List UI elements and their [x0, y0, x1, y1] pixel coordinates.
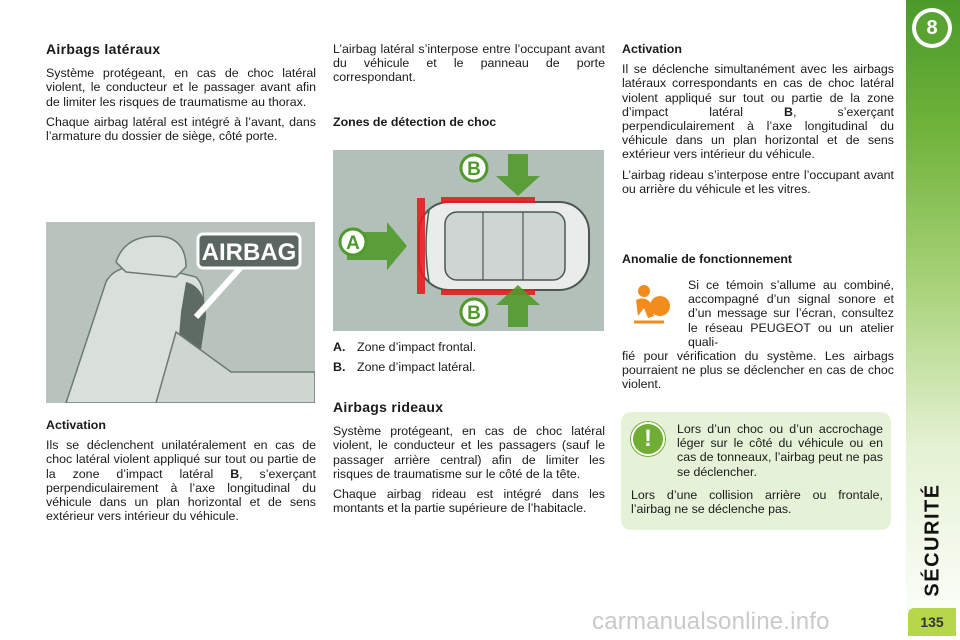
side-airbags-paragraph-1: Système protégeant, en cas de choc latéral violent, le conducteur et le passager avant afin de limiter les risques de traumatisme au thorax. — [46, 66, 316, 109]
watermark: carmanualsonline.info — [592, 608, 830, 635]
activation-heading-2: Activation — [622, 42, 682, 56]
curtain-airbags-section — [333, 400, 605, 521]
curtain-airbags-activation — [622, 42, 894, 202]
curtain-airbags-paragraph-2: Chaque airbag rideau est intégré dans les montants et la partie supérieure de l’habitacle. — [333, 487, 605, 516]
detection-zones-heading: Zones de détection de choc — [333, 114, 497, 129]
impact-zones-illustration — [333, 150, 604, 331]
side-airbags-title: Airbags latéraux — [46, 41, 161, 57]
warning-text-2: Lors d’une collision arrière ou frontale, l’airbag ne se déclenche pas. — [631, 488, 883, 517]
airbag-label: AIRBAG — [201, 239, 297, 266]
side-airbags-paragraph-2: Chaque airbag latéral est intégré à l’avant, dans l’armature du dossier de siège, côté porte. — [46, 114, 316, 144]
chapter-badge — [912, 8, 952, 48]
side-airbags-activation — [46, 418, 316, 529]
impact-zone-legend — [333, 340, 605, 380]
seat-airbag-illustration — [46, 222, 315, 403]
curtain-airbags-title: Airbags rideaux — [333, 399, 444, 415]
section-title: SÉCURITÉ — [921, 483, 944, 597]
impact-label-b-top: B — [467, 159, 481, 180]
curtain-airbags-paragraph-1: Système protégeant, en cas de choc latéral violent, le conducteur et les passagers (sauf le passager arrière central) afin de limiter les risques de traumatisme sur le côté de la tête. — [333, 424, 605, 481]
impact-label-b-bottom: B — [467, 303, 481, 324]
legend-item-b: B. Zone d’impact latéral. — [333, 360, 476, 375]
malfunction-heading: Anomalie de fonctionnement — [622, 252, 793, 266]
airbag-warning-light-icon — [630, 282, 674, 326]
curtain-interposes-text: L’airbag rideau s’interpose entre l’occupant avant ou arrière du véhicule et les vitres. — [622, 167, 894, 196]
page-number: 135 — [908, 608, 956, 636]
side-airbags-section — [46, 42, 316, 149]
malfunction-text-2: fié pour vérification du système. Les airbags pourraient ne plus se déclencher en cas de choc violent. — [622, 349, 894, 392]
legend-item-a: A. Zone d’impact frontal. — [333, 340, 477, 354]
exclamation-icon: ! — [631, 422, 665, 456]
activation-paragraph-2: Il se déclenche simultanément avec les airbags latéraux correspondants en cas de choc latéral violent appliqué sur tout ou partie de la zone d’impact latéral B, s’exerçant perpendiculairement à l’axe longitudinal du véhicule dans un plan horizontal et de sens extérieur vers intérieur du véhicule. — [622, 62, 894, 162]
warning-text-1: Lors d’un choc ou d’un accrochage léger sur le côté du véhicule ou en cas de tonneaux, l’airbag peut ne pas se déclencher. — [677, 422, 883, 479]
impact-label-a: A — [346, 233, 360, 254]
activation-paragraph-1: Ils se déclenchent unilatéralement en cas de choc latéral violent appliqué sur tout ou partie de la zone d’impact latéral B, s’exerçant perpendiculairement à l’axe longitudinal du véhicule dans un plan horizontal et de sens extérieur vers intérieur du véhicule. — [46, 438, 317, 524]
chapter-number: 8 — [916, 12, 948, 44]
activation-heading-1: Activation — [46, 418, 106, 432]
warning-note-box — [621, 412, 891, 530]
side-airbag-interposes-text: L’airbag latéral s’interpose entre l’occupant avant du véhicule et le panneau de porte correspondant. — [333, 42, 605, 85]
side-airbags-continued — [333, 42, 605, 135]
malfunction-text-1: Si ce témoin s’allume au combiné, accompagné d’un signal sonore et d’un message sur l’écran, consultez le réseau PEUGEOT ou un atelier quali- — [688, 278, 894, 349]
malfunction-section — [622, 252, 894, 272]
